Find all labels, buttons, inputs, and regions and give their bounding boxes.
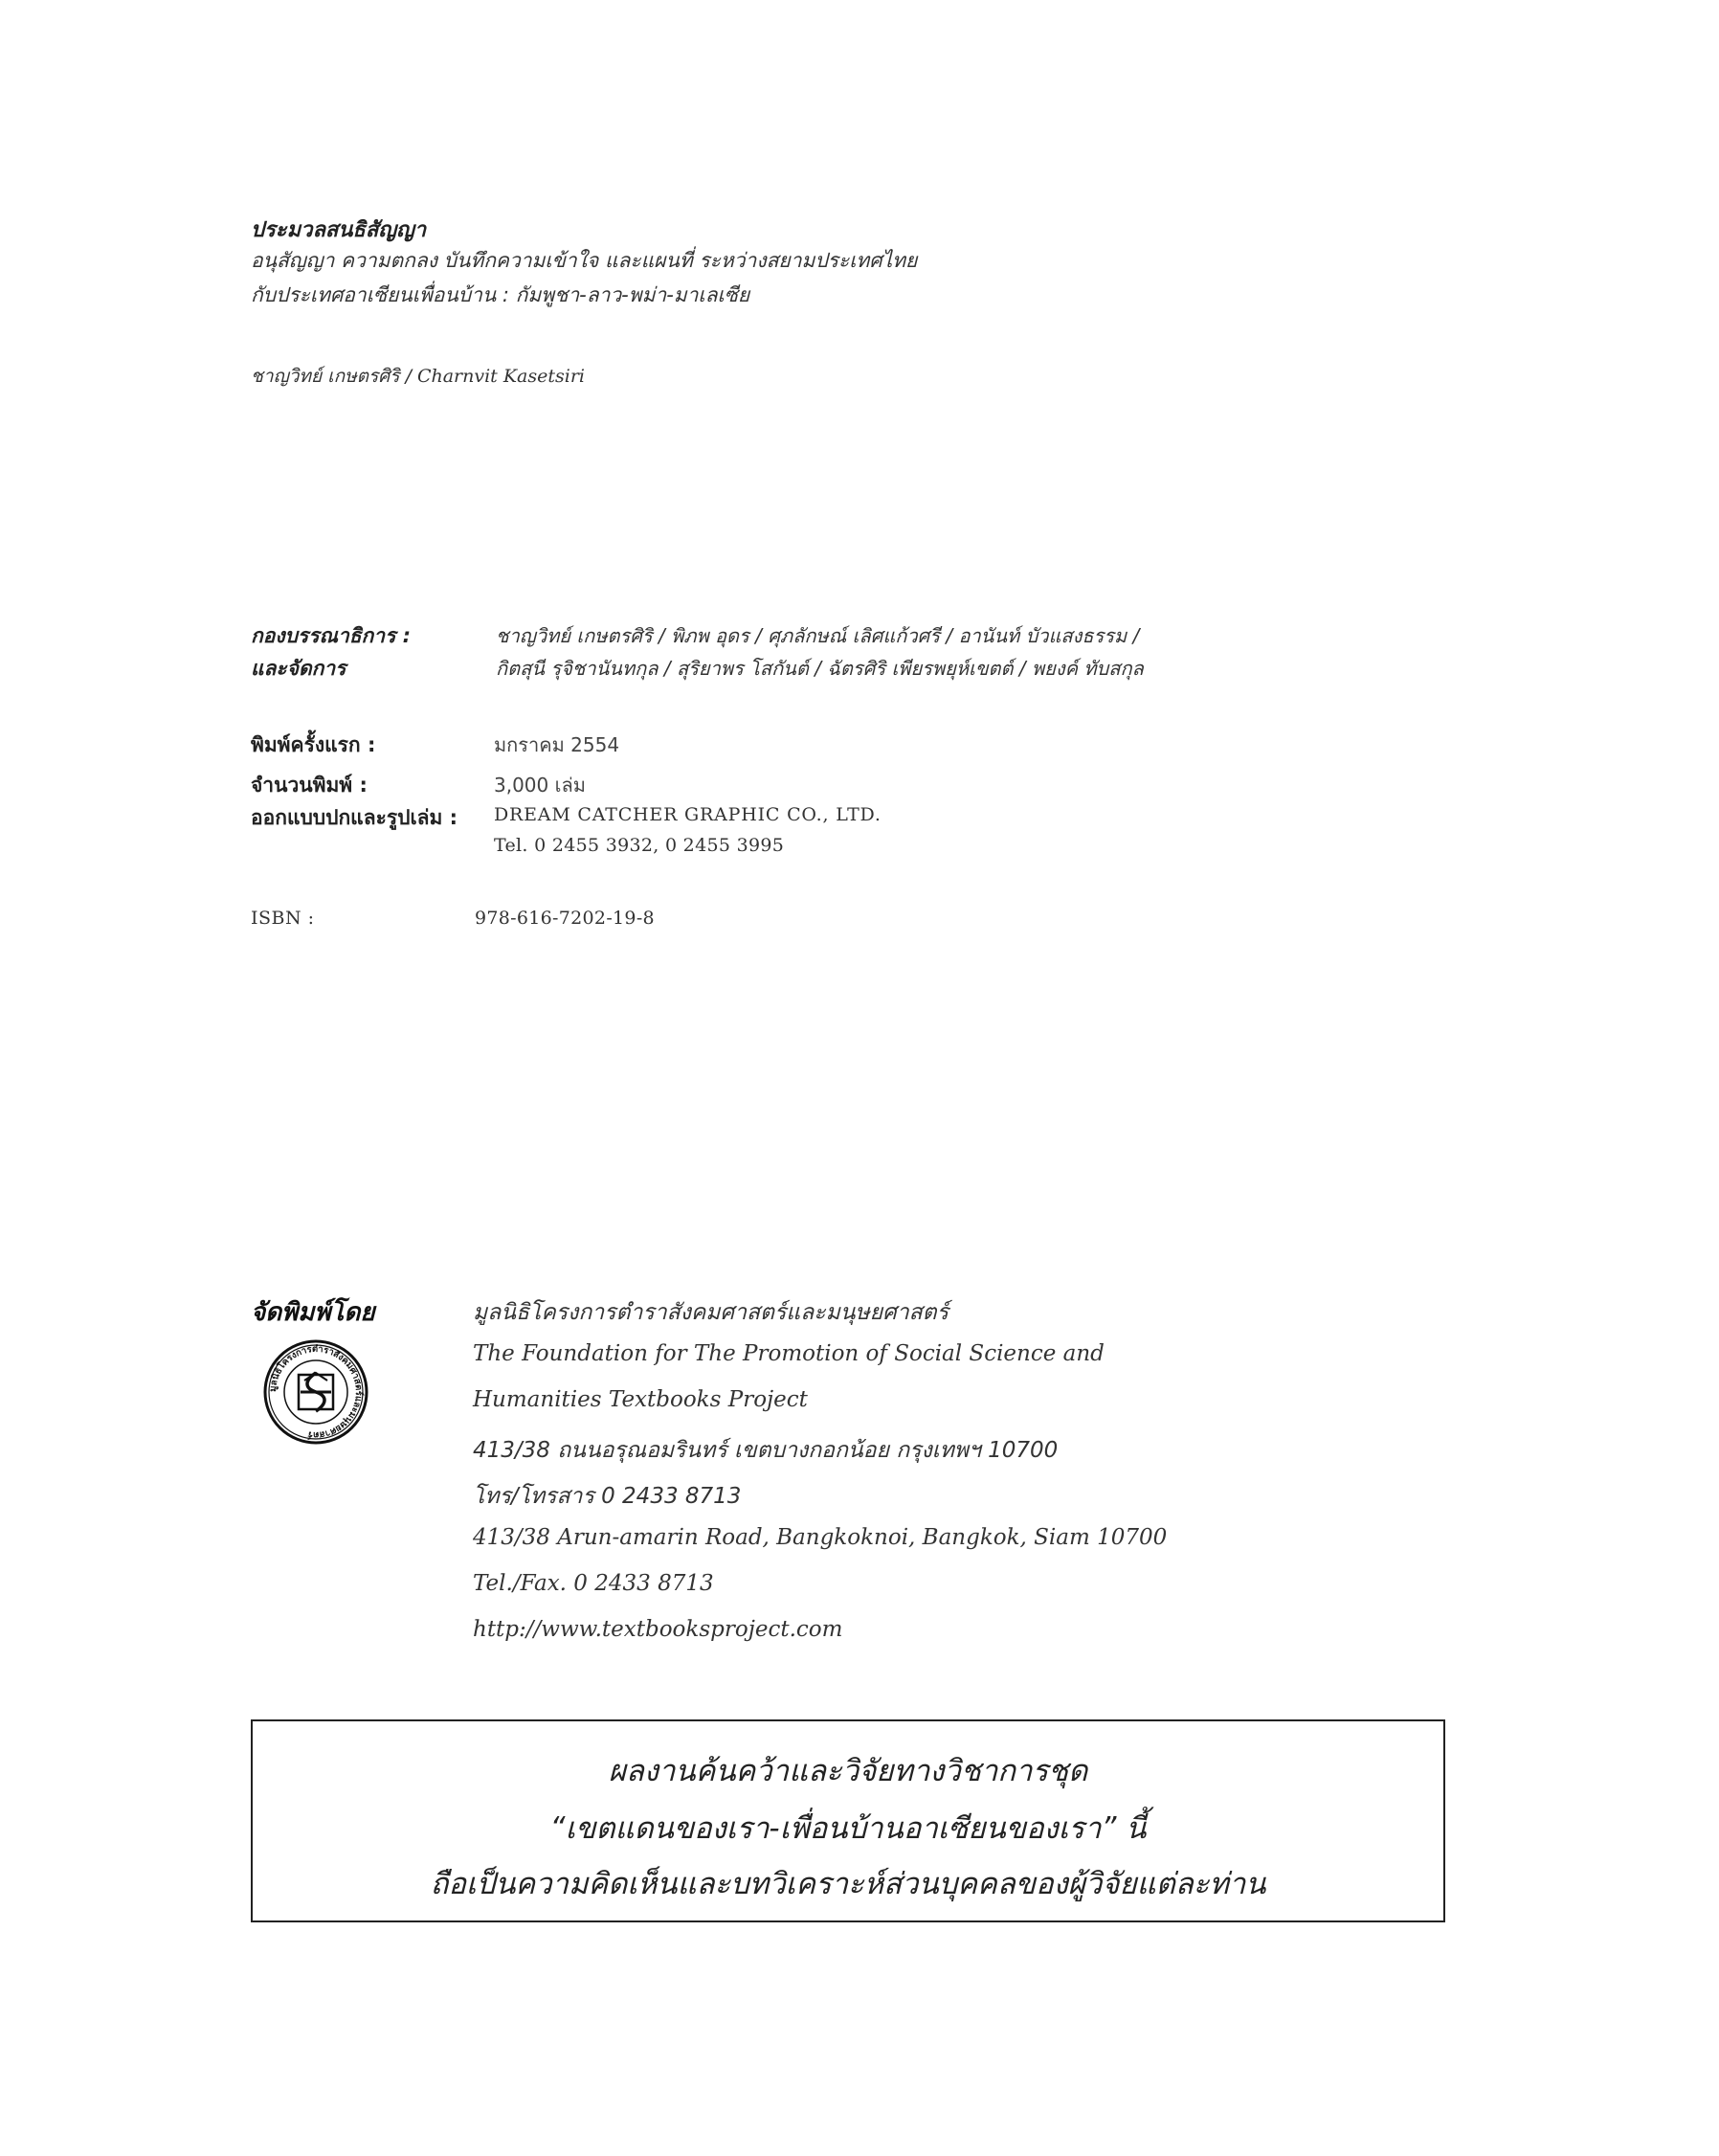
publisher-line-thai-name: มูลนิธิโครงการตำราสังคมศาสตร์และมนุษยศาสตร์: [473, 1300, 949, 1325]
disclaimer-line-3: ถือเป็นความคิดเห็นและบทวิเคราะห์ส่วนบุคคลของผู้วิจัยแต่ละท่าน: [430, 1867, 1266, 1901]
publisher-line-english-address: 413/38 Arun-amarin Road, Bangkoknoi, Bangkok, Siam 10700: [473, 1525, 1168, 1550]
design-label: ออกแบบปกและรูปเล่ม :: [251, 806, 458, 829]
isbn-label: ISBN :: [251, 908, 315, 929]
isbn-value: 978-616-7202-19-8: [475, 908, 655, 929]
publisher-line-thai-phone: โทร/โทรสาร 0 2433 8713: [473, 1484, 742, 1509]
author-english-name: Charnvit Kasetsiri: [416, 366, 585, 387]
editorial-names-line-1: ชาญวิทย์ เกษตรศิริ / พิภพ อุดร / ศุภลักษณ์ เลิศแก้วศรี / อานันท์ บัวแสงธรรม /: [496, 624, 1140, 647]
svg-text:มูลนิธิโครงการตำราสังคมศาสตร์แ: มูลนิธิโครงการตำราสังคมศาสตร์และมนุษยศาสตร์: [267, 1343, 365, 1441]
publisher-website-link[interactable]: http://www.textbooksproject.com: [473, 1617, 843, 1642]
author-thai-name: ชาญวิทย์ เกษตรศิริ /: [251, 366, 412, 387]
publisher-line-thai-address: 413/38 ถนนอรุณอมรินทร์ เขตบางกอกน้อย กรุงเทพฯ 10700: [473, 1438, 1059, 1463]
book-subtitle-line-2: กับประเทศอาเซียนเพื่อนบ้าน : กัมพูชา-ลาว-พม่า-มาเลเซีย: [251, 283, 750, 306]
editorial-label-line-1: กองบรรณาธิการ :: [251, 624, 412, 647]
design-value: DREAM CATCHER GRAPHIC CO., LTD.: [494, 804, 882, 825]
copies-value: 3,000 เล่ม: [494, 774, 586, 797]
publisher-line-english-name-2: Humanities Textbooks Project: [473, 1387, 808, 1412]
foundation-seal-icon: [262, 1338, 369, 1446]
first-print-value: มกราคม 2554: [494, 733, 620, 756]
foundation-seal-logo: [262, 1338, 369, 1446]
disclaimer-box: [251, 1719, 1445, 1922]
first-print-label: พิมพ์ครั้งแรก :: [251, 733, 376, 756]
editorial-label-line-2: และจัดการ: [251, 657, 346, 680]
book-subtitle-line-1: อนุสัญญา ความตกลง บันทึกความเข้าใจ และแผนที่ ระหว่างสยามประเทศไทย: [251, 249, 918, 272]
author-line: [251, 362, 585, 391]
editorial-names-line-2: กิตสุนี รุจิชานันทกุล / สุริยาพร โสกันต์ / ฉัตรศิริ เพียรพยุห์เขตต์ / พยงค์ ทับสกุล: [496, 657, 1144, 680]
book-title: ประมวลสนธิสัญญา: [251, 218, 427, 242]
design-telephone: Tel. 0 2455 3932, 0 2455 3995: [494, 835, 785, 856]
publisher-label: จัดพิมพ์โดย: [251, 1298, 375, 1327]
disclaimer-line-1: ผลงานค้นคว้าและวิจัยทางวิชาการชุด: [608, 1754, 1088, 1788]
publisher-line-english-phone: Tel./Fax. 0 2433 8713: [473, 1571, 714, 1596]
publisher-line-english-name-1: The Foundation for The Promotion of Social Science and: [473, 1341, 1105, 1366]
copies-label: จำนวนพิมพ์ :: [251, 774, 368, 797]
disclaimer-line-2: “เขตแดนของเรา-เพื่อนบ้านอาเซียนของเรา” นี้: [549, 1811, 1147, 1846]
